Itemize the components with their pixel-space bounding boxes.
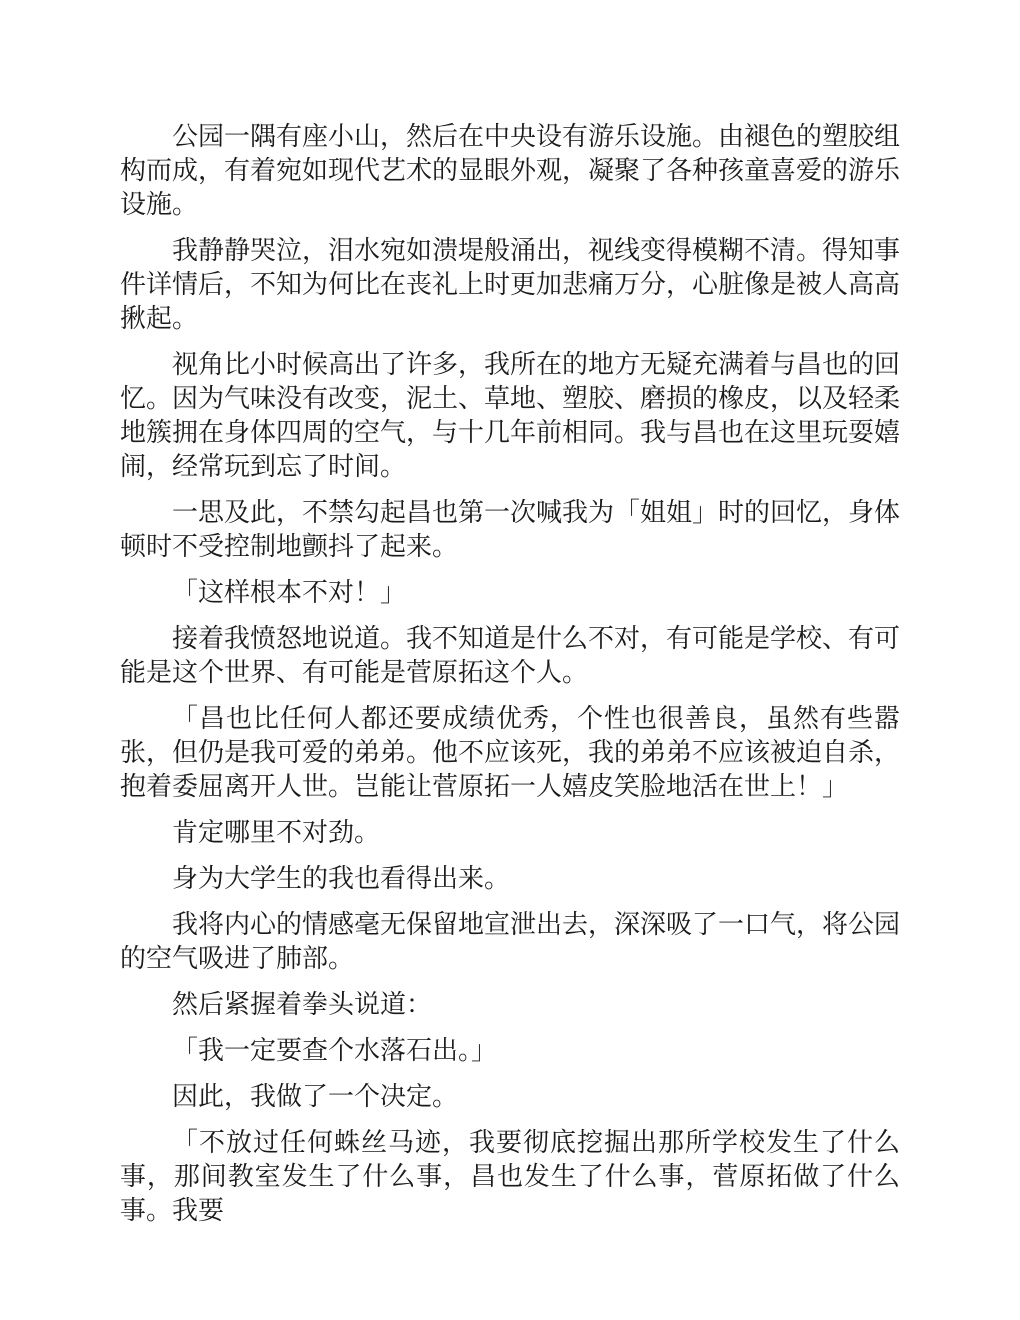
dialogue-paragraph: 「我一定要查个水落石出。」 (172, 1036, 498, 1065)
paragraph: 然后紧握着拳头说道： (172, 990, 433, 1019)
paragraph: 接着我愤怒地说道。我不知道是什么不对，有可能是学校、有可能是这个世界、有可能是菅原拓这个人。 (120, 624, 901, 687)
paragraph: 我静静哭泣，泪水宛如溃堤般涌出，视线变得模糊不清。得知事件详情后，不知为何比在丧礼上时更加悲痛万分，心脏像是被人高高揪起。 (120, 236, 901, 333)
paragraph: 身为大学生的我也看得出来。 (172, 864, 511, 893)
dialogue-paragraph: 「不放过任何蛛丝马迹，我要彻底挖掘出那所学校发生了什么事，那间教室发生了什么事，昌也发生了什么事，菅原拓做了什么事。我要 (120, 1128, 900, 1225)
paragraph: 一思及此，不禁勾起昌也第一次喊我为「姐姐」时的回忆，身体顿时不受控制地颤抖了起来。 (120, 498, 901, 561)
paragraph: 肯定哪里不对劲。 (172, 818, 381, 847)
paragraph: 公园一隅有座小山，然后在中央设有游乐设施。由褪色的塑胶组构而成，有着宛如现代艺术的显眼外观，凝聚了各种孩童喜爱的游乐设施。 (120, 122, 901, 219)
dialogue-paragraph: 「昌也比任何人都还要成绩优秀，个性也很善良，虽然有些嚣张，但仍是我可爱的弟弟。他不应该死，我的弟弟不应该被迫自杀，抱着委屈离开人世。岂能让菅原拓一人嬉皮笑脸地活在世上！」 (120, 704, 901, 801)
paragraph: 视角比小时候高出了许多，我所在的地方无疑充满着与昌也的回忆。因为气味没有改变，泥土、草地、塑胶、磨损的橡皮，以及轻柔地簇拥在身体四周的空气，与十几年前相同。我与昌也在这里玩耍嬉闹，经常玩到忘了时间。 (120, 350, 901, 481)
dialogue-paragraph: 「这样根本不对！」 (172, 578, 407, 607)
text-content (120, 120, 900, 1240)
paragraph: 我将内心的情感毫无保留地宣泄出去，深深吸了一口气，将公园的空气吸进了肺部。 (120, 910, 901, 973)
paragraph: 因此，我做了一个决定。 (172, 1082, 459, 1111)
